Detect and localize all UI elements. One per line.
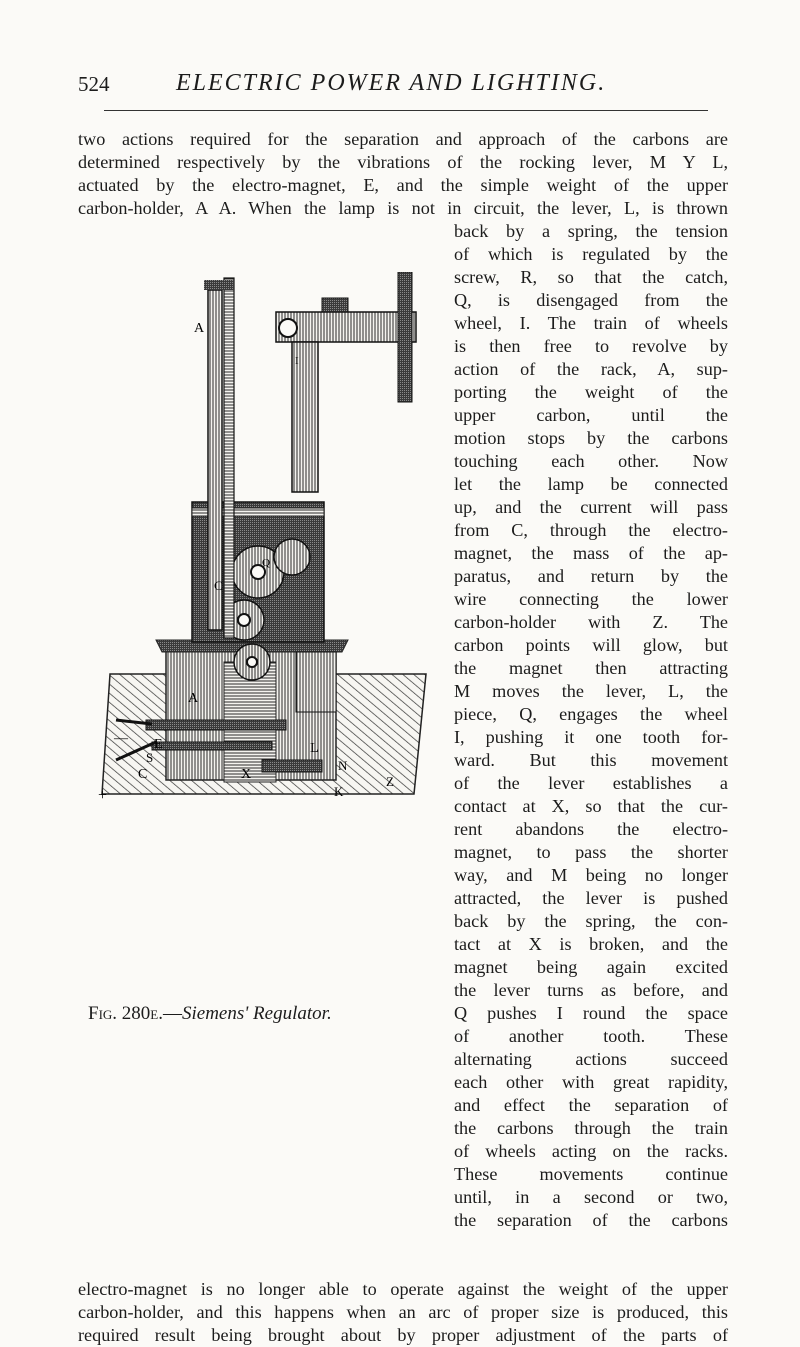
label-l: L bbox=[310, 741, 319, 756]
text-line: rent abandons the electro- bbox=[454, 819, 728, 839]
text-line: Q, is disengaged from the bbox=[454, 290, 728, 310]
text-line: magnet, to pass the shorter bbox=[454, 842, 728, 862]
text-line: These movements continue bbox=[454, 1164, 728, 1184]
text-line: carbon-holder, A A. When the lamp is not in circuit, the lever, L, is thrown bbox=[78, 198, 728, 218]
text-line: the lever turns as before, and bbox=[454, 980, 728, 1000]
text-line: tact at X is broken, and the bbox=[454, 934, 728, 954]
text-line: paratus, and return by the bbox=[454, 566, 728, 586]
text-line: of which is regulated by the bbox=[454, 244, 728, 264]
label-c: C bbox=[138, 767, 148, 782]
label-i: I bbox=[295, 355, 299, 367]
text-line: magnet, the mass of the ap- bbox=[454, 543, 728, 563]
text-line: from C, through the electro- bbox=[454, 520, 728, 540]
running-title: ELECTRIC POWER AND LIGHTING. bbox=[176, 70, 607, 96]
text-line: porting the weight of the bbox=[454, 382, 728, 402]
label-a-top: A bbox=[194, 321, 205, 336]
text-line: the carbons through the train bbox=[454, 1118, 728, 1138]
text-line: of wheels acting on the racks. bbox=[454, 1141, 728, 1161]
text-line: back by a spring, the tension bbox=[454, 221, 728, 241]
label-x: X bbox=[241, 767, 252, 782]
text-line: required result being brought about by proper adjustment of the parts of bbox=[78, 1325, 728, 1345]
figure-caption bbox=[88, 1003, 332, 1025]
text-line: attracted, the lever is pushed bbox=[454, 888, 728, 908]
label-a-mid: A bbox=[188, 691, 199, 706]
text-line: M moves the lever, L, the bbox=[454, 681, 728, 701]
text-line: carbon points will glow, but bbox=[454, 635, 728, 655]
label-plus: + bbox=[98, 787, 108, 800]
label-q: Q bbox=[262, 557, 270, 569]
text-line: is then free to revolve by bbox=[454, 336, 728, 356]
label-n: N bbox=[338, 758, 348, 773]
text-line: motion stops by the carbons bbox=[454, 428, 728, 448]
text-line: the magnet then attracting bbox=[454, 658, 728, 678]
text-line: back by the spring, the con- bbox=[454, 911, 728, 931]
label-c-mid: C bbox=[214, 578, 223, 593]
text-line: wheel, I. The train of wheels bbox=[454, 313, 728, 333]
text-line: action of the rack, A, sup- bbox=[454, 359, 728, 379]
header-rule bbox=[104, 110, 708, 111]
page-header bbox=[78, 72, 728, 106]
text-line: alternating actions succeed bbox=[454, 1049, 728, 1069]
text-line: actuated by the electro-magnet, E, and the simple weight of the upper bbox=[78, 175, 728, 195]
regulator-illustration bbox=[86, 272, 450, 800]
text-line: electro-magnet is no longer able to operate against the weight of the upper bbox=[78, 1279, 728, 1299]
text-line: screw, R, so that the catch, bbox=[454, 267, 728, 287]
text-line: two actions required for the separation and approach of the carbons are bbox=[78, 129, 728, 149]
text-line: of another tooth. These bbox=[454, 1026, 728, 1046]
page-number: 524 bbox=[78, 72, 110, 96]
text-line: wire connecting the lower bbox=[454, 589, 728, 609]
caption-title: Siemens' Regulator. bbox=[181, 1003, 332, 1024]
label-s: S bbox=[146, 750, 154, 765]
text-line: and effect the separation of bbox=[454, 1095, 728, 1115]
caption-figure-number: Fig. 280e.— bbox=[88, 1003, 182, 1024]
text-line: contact at X, so that the cur- bbox=[454, 796, 728, 816]
text-line: determined respectively by the vibrations of the rocking lever, M Y L, bbox=[78, 152, 728, 172]
text-line: carbon-holder, and this happens when an arc of proper size is produced, this bbox=[78, 1302, 728, 1322]
text-line: up, and the current will pass bbox=[454, 497, 728, 517]
text-line: piece, Q, engages the wheel bbox=[454, 704, 728, 724]
text-line: Q pushes I round the space bbox=[454, 1003, 728, 1023]
text-line: the separation of the carbons bbox=[454, 1210, 728, 1230]
text-line: magnet being again excited bbox=[454, 957, 728, 977]
text-line: I, pushing it one tooth for- bbox=[454, 727, 728, 747]
label-minus: — bbox=[114, 731, 128, 746]
text-line: touching each other. Now bbox=[454, 451, 728, 471]
text-line: of the lever establishes a bbox=[454, 773, 728, 793]
text-line: carbon-holder with Z. The bbox=[454, 612, 728, 632]
text-line: until, in a second or two, bbox=[454, 1187, 728, 1207]
text-line: each other with great rapidity, bbox=[454, 1072, 728, 1092]
label-e: E bbox=[154, 737, 163, 752]
text-line: let the lamp be connected bbox=[454, 474, 728, 494]
label-k: K bbox=[334, 784, 344, 799]
text-line: way, and M being no longer bbox=[454, 865, 728, 885]
regulator-figure bbox=[86, 272, 450, 800]
label-z: Z bbox=[386, 774, 394, 789]
text-line: ward. But this movement bbox=[454, 750, 728, 770]
text-line: upper carbon, until the bbox=[454, 405, 728, 425]
